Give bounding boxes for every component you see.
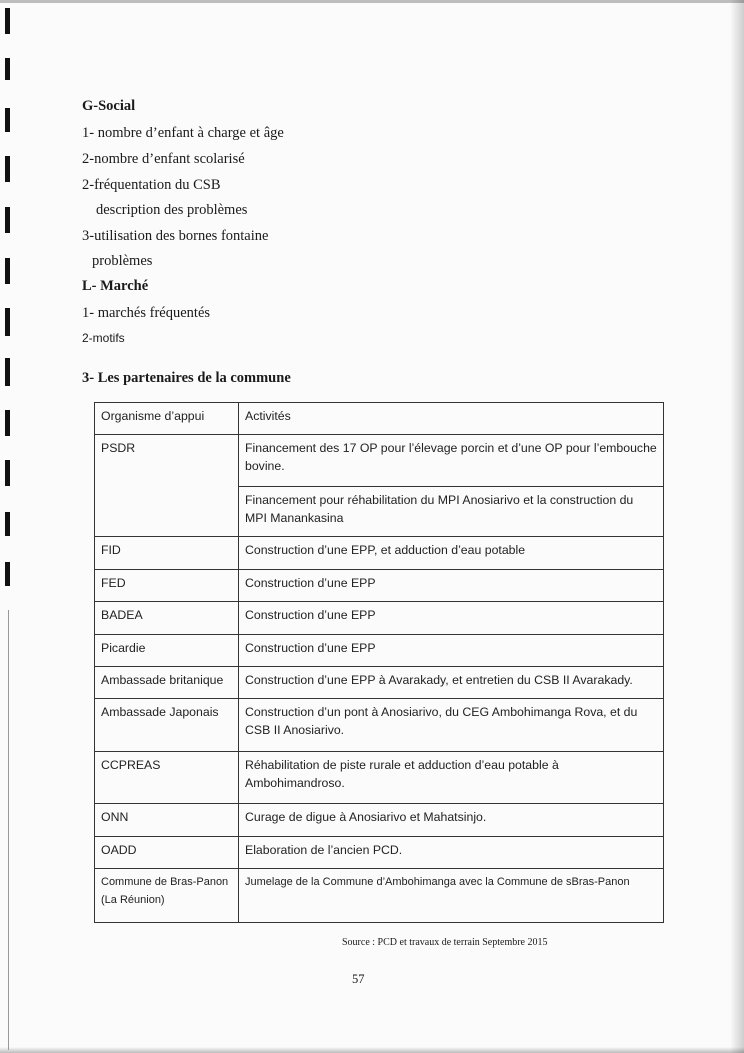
table-cell-activity: Financement des 17 OP pour l’élevage porcin et d’une OP pour l’embouche bovine.	[239, 435, 664, 487]
table-header-row	[95, 403, 664, 435]
table-row	[95, 869, 664, 923]
table-cell-org: Commune de Bras-Panon (La Réunion)	[95, 869, 239, 923]
table-cell-org: CCPREAS	[95, 752, 239, 804]
market-item: 1- marchés fréquentés	[82, 305, 211, 321]
table-cell-activity: Construction d’une EPP	[239, 602, 664, 635]
table-row	[95, 635, 664, 667]
table-cell-org: FID	[95, 537, 239, 570]
scan-right-shadow	[730, 0, 744, 1053]
table-cell-activity: Construction d’une EPP à Avarakady, et entretien du CSB II Avarakady.	[239, 667, 664, 699]
market-item: 2-motifs	[82, 331, 125, 345]
table-cell-org: Ambassade britanique	[95, 667, 239, 699]
header-activites: Activités	[239, 403, 664, 435]
table-cell-org: Picardie	[95, 635, 239, 667]
table-row	[95, 602, 664, 635]
table-row	[95, 537, 664, 570]
source-note: Source : PCD et travaux de terrain Septembre 2015	[342, 937, 548, 948]
table-cell-activity: Curage de digue à Anosiarivo et Mahatsinjo.	[239, 804, 664, 837]
binding-marks	[0, 0, 14, 1053]
social-item: 2-fréquentation du CSB	[82, 177, 221, 193]
social-item: 3-utilisation des bornes fontaine	[82, 228, 269, 244]
market-heading: L- Marché	[82, 278, 149, 294]
table-cell-activity: Construction d’une EPP, et adduction d’eau potable	[239, 537, 664, 570]
scan-top-edge	[0, 0, 744, 3]
table-row	[95, 699, 664, 752]
table-cell-org: PSDR	[95, 435, 239, 537]
table-cell-org: BADEA	[95, 602, 239, 635]
table-cell-org: OADD	[95, 837, 239, 869]
table-cell-activity: Financement pour réhabilitation du MPI Anosiarivo et la construction du MPI Manankasina	[239, 487, 664, 537]
table-row	[95, 435, 664, 487]
social-item: description des problèmes	[96, 202, 248, 218]
table-cell-activity: Construction d’une EPP	[239, 570, 664, 602]
table-cell-org: FED	[95, 570, 239, 602]
page-number: 57	[352, 972, 365, 986]
table-cell-activity: Construction d’une EPP	[239, 635, 664, 667]
table-cell-activity: Construction d’un pont à Anosiarivo, du CEG Ambohimanga Rova, et du CSB II Anosiarivo.	[239, 699, 664, 752]
table-cell-activity: Réhabilitation de piste rurale et adduction d’eau potable à Ambohimandroso.	[239, 752, 664, 804]
scan-bottom-edge	[0, 1047, 744, 1053]
table-cell-org: ONN	[95, 804, 239, 837]
social-item: 1- nombre d’enfant à charge et âge	[82, 125, 284, 141]
table-cell-org: Ambassade Japonais	[95, 699, 239, 752]
header-organisme: Organisme d’appui	[95, 403, 239, 435]
partners-heading: 3- Les partenaires de la commune	[82, 370, 291, 386]
table-row	[95, 804, 664, 837]
social-item: 2-nombre d’enfant scolarisé	[82, 151, 245, 167]
social-item: problèmes	[92, 253, 153, 269]
table-row	[95, 667, 664, 699]
table-cell-activity: Jumelage de la Commune d’Ambohimanga avec la Commune de sBras-Panon	[239, 869, 664, 923]
table-row	[95, 752, 664, 804]
social-heading: G-Social	[82, 98, 136, 114]
table-row	[95, 570, 664, 602]
table-row	[95, 837, 664, 869]
table-cell-activity: Elaboration de l’ancien PCD.	[239, 837, 664, 869]
partners-table	[94, 402, 664, 923]
